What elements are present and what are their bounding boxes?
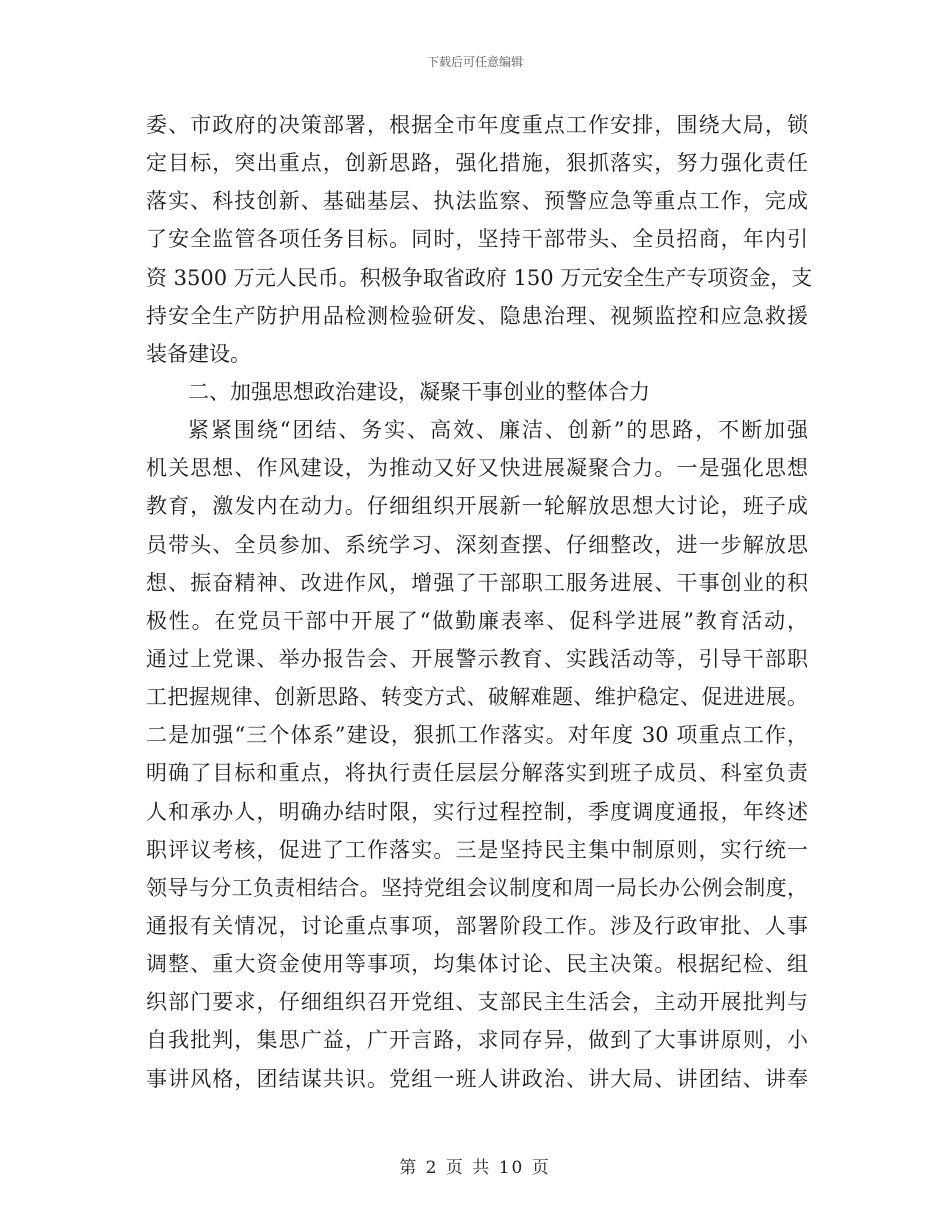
text-line: 二是加强“三个体系”建设，狠抓工作落实。对年度 30 项重点工作， [146, 723, 808, 748]
text-line: 领导与分工负责相结合。坚持党组会议制度和周一局长办公例会制度， [146, 875, 808, 900]
text-line: 落实、科技创新、基础基层、执法监察、预警应急等重点工作，完成 [146, 189, 808, 214]
text-line: 通过上党课、举办报告会、开展警示教育、实践活动等，引导干部职 [146, 646, 808, 671]
text-line: 委、市政府的决策部署，根据全市年度重点工作安排，围绕大局，锁 [146, 113, 808, 137]
text-line: 紧紧围绕“团结、务实、高效、廉洁、创新”的思路，不断加强 [188, 418, 808, 443]
text-line: 事讲风格，团结谋共识。党组一班人讲政治、讲大局、讲团结、讲奉 [146, 1066, 808, 1091]
text-line: 机关思想、作风建设，为推动又好又快进展凝聚合力。一是强化思想 [146, 456, 808, 481]
text-line: 明确了目标和重点，将执行责任层层分解落实到班子成员、科室负责 [146, 761, 808, 786]
text-line: 极性。在党员干部中开展了“做勤廉表率、促科学进展”教育活动， [146, 608, 808, 633]
section-heading: 二、加强思想政治建设，凝聚干事创业的整体合力 [188, 379, 650, 404]
text-line: 装备建设。 [146, 341, 251, 366]
text-line: 工把握规律、创新思路、转变方式、破解难题、维护稳定、促进进展。 [146, 685, 808, 710]
text-line: 教育，激发内在动力。仔细组织开展新一轮解放思想大讨论，班子成 [146, 494, 808, 519]
text-line: 想、振奋精神、改进作风，增强了干部职工服务进展、干事创业的积 [146, 570, 808, 595]
text-line: 织部门要求，仔细组织召开党组、支部民主生活会，主动开展批判与 [146, 990, 808, 1015]
document-body [146, 106, 813, 1098]
text-line: 自我批判，集思广益，广开言路，求同存异，做到了大事讲原则，小 [146, 1028, 808, 1053]
text-line: 人和承办人，明确办结时限，实行过程控制，季度调度通报，年终述 [146, 799, 808, 824]
text-line: 定目标，突出重点，创新思路，强化措施，狠抓落实，努力强化责任 [146, 151, 808, 176]
text-line: 了安全监管各项任务目标。同时，坚持干部带头、全员招商，年内引 [146, 227, 808, 252]
text-line: 调整、重大资金使用等事项，均集体讨论、民主决策。根据纪检、组 [146, 952, 808, 977]
text-line: 通报有关情况，讨论重点事项，部署阶段工作。涉及行政审批、人事 [146, 913, 808, 938]
text-line: 资 3500 万元人民币。积极争取省政府 150 万元安全生产专项资金，支 [146, 265, 813, 290]
text-line: 员带头、全员参加、系统学习、深刻查摆、仔细整改，进一步解放思 [146, 532, 808, 557]
text-line: 持安全生产防护用品检测检验研发、隐患治理、视频监控和应急救援 [146, 303, 808, 328]
text-line: 职评议考核，促进了工作落实。三是坚持民主集中制原则，实行统一 [146, 837, 808, 862]
page-number-footer: 第 2 页 共 10 页 [399, 1158, 551, 1178]
page-header-note: 下载后可任意编辑 [426, 55, 523, 69]
